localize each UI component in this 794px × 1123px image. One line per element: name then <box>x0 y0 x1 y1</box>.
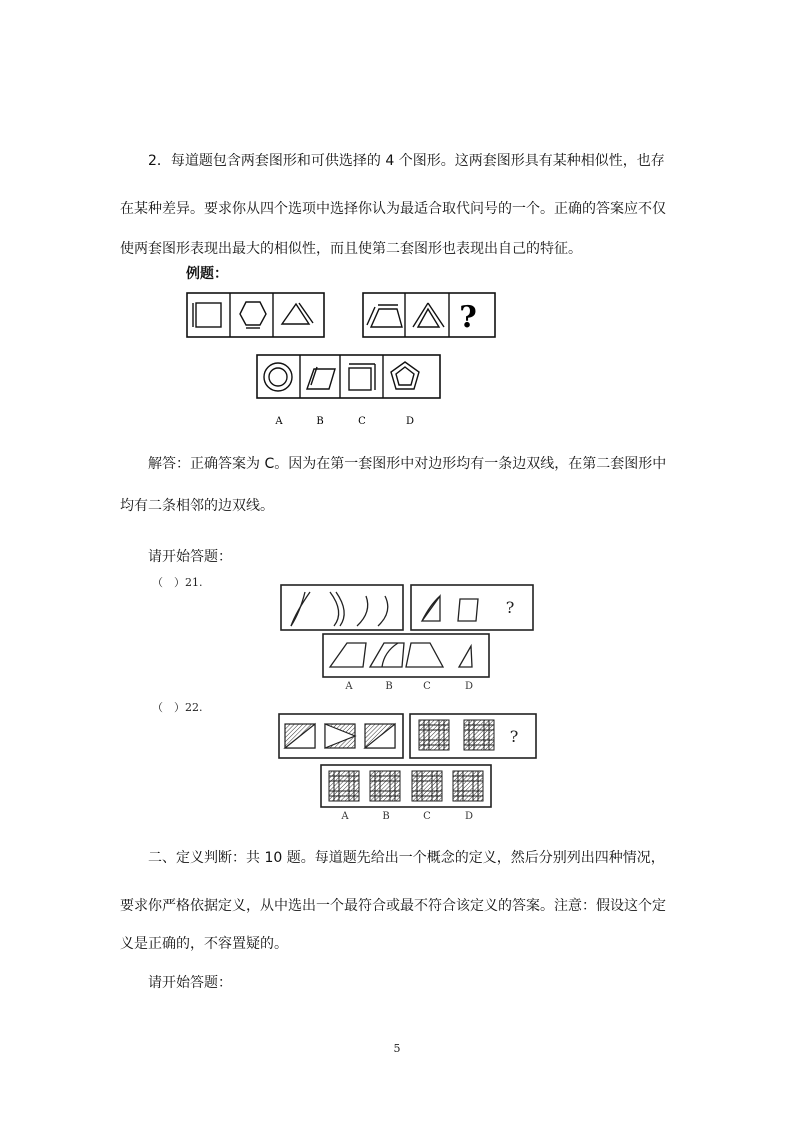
example-option-a: A <box>275 416 283 427</box>
definition-line3: 义是正确的，不容置疑的。 <box>120 936 288 952</box>
example-option-b: B <box>316 416 324 427</box>
q21-option-c: C <box>423 681 431 692</box>
q21-option-d: D <box>464 681 474 692</box>
q21-option-b: B <box>385 681 393 692</box>
answer-line2: 均有二条相邻的边双线。 <box>120 498 274 514</box>
q22-option-d: D <box>464 811 474 822</box>
start-answering-2: 请开始答题： <box>148 975 232 991</box>
example-option-d: D <box>405 416 415 427</box>
page-number: 5 <box>393 1042 401 1055</box>
example-heading: 例题： <box>186 266 228 282</box>
question-22-number: （ ）22. <box>152 701 203 714</box>
q22-question-mark: ? <box>509 727 519 746</box>
example-question-mark: ? <box>459 300 477 335</box>
start-answering-1: 请开始答题： <box>148 549 232 565</box>
section2-line1: 2．每道题包含两套图形和可供选择的 4 个图形。这两套图形具有某种相似性，也存 <box>148 153 665 169</box>
q22-option-c: C <box>423 811 431 822</box>
q22-option-a: A <box>341 811 349 822</box>
question-21-number: （ ）21. <box>152 576 203 589</box>
answer-line1: 解答：正确答案为 C。因为在第一套图形中对边形均有一条边双线，在第二套图形中 <box>148 456 667 472</box>
example-option-c: C <box>358 416 366 427</box>
q21-option-a: A <box>345 681 353 692</box>
section2-line2: 在某种差异。要求你从四个选项中选择你认为最适合取代问号的一个。正确的答案应不仅 <box>120 201 666 217</box>
definition-line1: 二、定义判断：共 10 题。每道题先给出一个概念的定义，然后分别列出四种情况， <box>148 850 665 866</box>
section2-line3: 使两套图形表现出最大的相似性，而且使第二套图形也表现出自己的特征。 <box>120 241 582 257</box>
q22-option-b: B <box>382 811 390 822</box>
q21-question-mark: ? <box>505 598 515 617</box>
definition-line2: 要求你严格依据定义，从中选出一个最符合或最不符合该定义的答案。注意：假设这个定 <box>120 898 666 914</box>
